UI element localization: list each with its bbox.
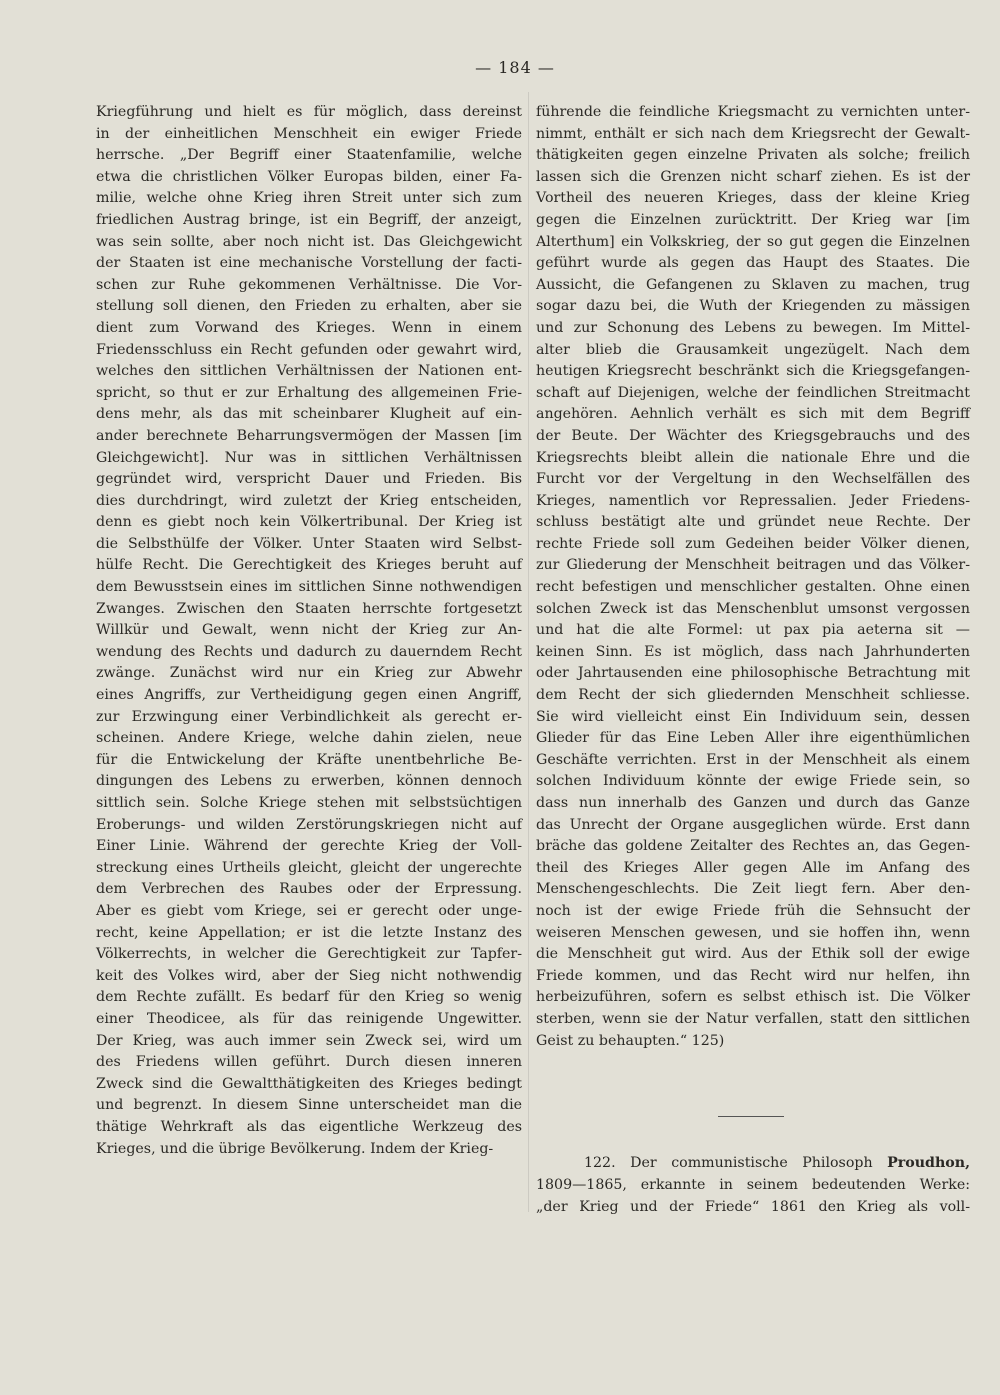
right-column-line: schluss bestätigt alte und gründet neue Rechte. Der: [536, 514, 970, 531]
right-column-line: rechte Friede soll zum Gedeihen beider Völker dienen,: [536, 535, 970, 552]
left-column-line: spricht, so thut er zur Erhaltung des allgemeinen Frie-: [96, 384, 522, 401]
left-column-line: dingungen des Lebens zu erwerben, können dennoch: [96, 773, 522, 790]
left-column-line: dient zum Vorwand des Krieges. Wenn in einem: [96, 319, 522, 336]
right-column-line: dem Recht der sich gliedernden Menschheit schliesse.: [536, 687, 970, 704]
left-column-line: herrsche. „Der Begriff einer Staatenfamilie, welche: [96, 147, 522, 164]
right-column-line: Geist zu behaupten.“ 125): [536, 1032, 725, 1049]
left-column-line: milie, welche ohne Krieg ihren Streit unter sich zum: [96, 190, 522, 207]
right-column-line: noch ist der ewige Friede früh die Sehnsucht der: [536, 902, 970, 919]
right-column-line: Alterthum] ein Volkskrieg, der so gut gegen die Einzelnen: [536, 233, 970, 250]
right-column-line: thätigkeiten gegen einzelne Privaten als solche; freilich: [536, 147, 970, 164]
right-column-line: bräche das goldene Zeitalter des Rechtes an, das Gegen-: [536, 838, 970, 855]
left-column-line: in der einheitlichen Menschheit ein ewiger Friede: [96, 125, 522, 142]
right-column-line: die Menschheit gut wird. Aus der Ethik soll der ewige: [536, 946, 970, 963]
left-column-line: hülfe Recht. Die Gerechtigkeit des Krieges beruht auf: [96, 557, 522, 574]
left-column-line: Völkerrechts, in welcher die Gerechtigkeit zur Tapfer-: [96, 946, 522, 963]
right-column-line: solchen Individuum könnte der ewige Friede sein, so: [536, 773, 970, 790]
section-separator: [718, 1116, 784, 1117]
left-column-line: wendung des Rechts und dadurch zu dauerndem Recht: [96, 643, 522, 660]
right-column-line: der Beute. Der Wächter des Kriegsgebrauchs und des: [536, 427, 970, 444]
left-column-line: scheinen. Andere Kriege, welche dahin zielen, neue: [96, 730, 522, 747]
left-column-line: Krieges, und die übrige Bevölkerung. Indem der Krieg-: [96, 1140, 494, 1157]
left-column-line: dem Bewusstsein eines im sittlichen Sinne nothwendigen: [96, 579, 522, 596]
left-column-line: zur Erzwingung einer Verbindlichkeit als gerecht er-: [96, 708, 522, 725]
left-column-line: dem Rechte zufällt. Es bedarf für den Krieg so wenig: [96, 989, 522, 1006]
left-column-line: thätige Wehrkraft als das eigentliche Werkzeug des: [96, 1118, 522, 1135]
left-column-line: Zweck sind die Gewaltthätigkeiten des Krieges bedingt: [96, 1075, 522, 1092]
right-column-line: Geschäfte verrichten. Erst in der Menschheit als einem: [536, 751, 970, 768]
left-column-line: keit des Volkes wird, aber der Sieg nicht nothwendig: [96, 967, 522, 984]
right-column-line: angehören. Aehnlich verhält es sich mit dem Begriff: [536, 406, 970, 423]
right-column-line: das Unrecht der Organe ausgeglichen würde. Erst dann: [536, 816, 970, 833]
right-column-line: keinen Sinn. Es ist möglich, dass nach Jahrhunderten: [536, 643, 970, 660]
section-name: Proudhon,: [887, 1155, 971, 1171]
left-column-line: Eroberungs- und wilden Zerstörungskriegen nicht auf: [96, 816, 522, 833]
left-column-line: denn es giebt noch kein Völkertribunal. Der Krieg ist: [96, 514, 522, 531]
right-column: [536, 102, 970, 1052]
left-column-line: dies durchdringt, wird zuletzt der Krieg entscheiden,: [96, 492, 522, 509]
right-column-line: Vortheil des neueren Krieges, dass der kleine Krieg: [536, 190, 970, 207]
right-column-line: Friede kommen, und das Recht wird nur helfen, ihn: [536, 967, 970, 984]
right-column-line: oder Jahrtausenden eine philosophische Betrachtung mit: [536, 665, 970, 682]
left-column-line: und begrenzt. In diesem Sinne unterscheidet man die: [96, 1097, 522, 1114]
right-column-line: sterben, wenn sie der Natur verfallen, statt den sittlichen: [536, 1010, 970, 1027]
right-column-line: zur Gliederung der Menschheit beitragen und das Völker-: [536, 557, 970, 574]
right-column-line: Aussicht, die Gefangenen zu Sklaven zu machen, trug: [536, 276, 970, 293]
right-column-line: solchen Zweck ist das Menschenblut umsonst vergossen: [536, 600, 970, 617]
right-column-line: theil des Krieges Aller gegen Alle im Anfang des: [536, 859, 970, 876]
right-column-line: dass nun innerhalb des Ganzen und durch das Ganze: [536, 795, 970, 811]
right-column-line: Furcht vor der Vergeltung in den Wechselfällen des: [536, 471, 970, 488]
right-column-line: und hat die alte Formel: ut pax pia aeterna sit —: [536, 622, 970, 639]
left-column-line: sittlich sein. Solche Kriege stehen mit selbstsüchtigen: [96, 795, 522, 811]
right-column-line: Krieges, namentlich vor Repressalien. Jeder Friedens-: [536, 492, 970, 509]
left-column-line: der Staaten ist eine mechanische Vorstellung der facti-: [96, 255, 522, 272]
right-column-line: lassen sich die Grenzen nicht scharf ziehen. Es ist der: [536, 168, 970, 185]
left-column-line: dem Verbrechen des Raubes oder der Erpressung.: [96, 881, 522, 898]
left-column-line: was sein sollte, aber noch nicht ist. Das Gleichgewicht: [96, 233, 522, 250]
left-column-line: recht, keine Appellation; er ist die letzte Instanz des: [96, 924, 522, 941]
left-column-line: zwänge. Zunächst wird nur ein Krieg zur Abwehr: [96, 665, 522, 682]
left-column: [96, 102, 522, 1160]
right-column-line: Sie wird vielleicht einst Ein Individuum sein, dessen: [536, 708, 970, 725]
section-intro: Der communistische Philosoph: [630, 1155, 873, 1171]
right-column-line: Glieder für das Eine Leben Aller ihre eigenthümlichen: [536, 730, 970, 747]
right-column-line: Menschengeschlechts. Die Zeit liegt fern. Aber den-: [536, 881, 970, 898]
left-column-line: stellung soll dienen, den Frieden zu erhalten, aber sie: [96, 298, 522, 315]
right-column-line: sogar dazu bei, die Wuth der Kriegenden zu mässigen: [536, 298, 970, 315]
right-column-line: nimmt, enthält er sich nach dem Kriegsrecht der Gewalt-: [536, 125, 970, 142]
right-column-line: weiseren Menschen gewesen, und sie hoffen ihn, wenn: [536, 924, 970, 941]
column-divider: [528, 92, 529, 1212]
left-column-line: Der Krieg, was auch immer sein Zweck sei, wird um: [96, 1032, 522, 1049]
right-column-line: heutigen Kriegsrecht beschränkt sich die Kriegsgefangen-: [536, 363, 970, 380]
left-column-line: Kriegführung und hielt es für möglich, dass dereinst: [96, 104, 522, 120]
left-column-line: welches den sittlichen Verhältnissen der Nationen ent-: [96, 363, 522, 380]
right-column-line: und zur Schonung des Lebens zu bewegen. Im Mittel-: [536, 319, 970, 336]
right-column-line: alter blieb die Grausamkeit ungezügelt. Nach dem: [536, 341, 970, 358]
left-column-line: schen zur Ruhe gekommenen Verhältnisse. Die Vor-: [96, 276, 522, 293]
right-column-line: geführt wurde als gegen das Haupt des Staates. Die: [536, 255, 970, 272]
left-column-line: Einer Linie. Während der gerechte Krieg der Voll-: [96, 838, 522, 855]
section-line-1: [536, 1152, 970, 1174]
left-column-line: die Selbsthülfe der Völker. Unter Staaten wird Selbst-: [96, 535, 522, 552]
right-column-line: führende die feindliche Kriegsmacht zu vernichten unter-: [536, 104, 970, 120]
left-column-line: ander berechnete Beharrungsvermögen der Massen [im: [96, 427, 522, 444]
right-column-line: Kriegsrechts bleibt allein die nationale Ehre und die: [536, 449, 970, 466]
section-line-3: „der Krieg und der Friede“ 1861 den Krieg als voll-: [536, 1199, 970, 1215]
left-column-line: streckung eines Urtheils gleicht, gleicht der ungerechte: [96, 859, 522, 876]
left-column-line: Willkür und Gewalt, wenn nicht der Krieg zur An-: [96, 622, 522, 639]
left-column-line: Gleichgewicht]. Nur was in sittlichen Verhältnissen: [96, 449, 522, 466]
left-column-line: für die Entwickelung der Kräfte unentbehrliche Be-: [96, 751, 522, 768]
left-column-line: etwa die christlichen Völker Europas bilden, einer Fa-: [96, 168, 522, 185]
left-column-line: Zwanges. Zwischen den Staaten herrschte fortgesetzt: [96, 600, 522, 617]
left-column-line: einer Theodicee, als für das reinigende Ungewitter.: [96, 1010, 522, 1027]
section-122: [536, 1152, 970, 1218]
left-column-line: des Friedens willen geführt. Durch diesen inneren: [96, 1054, 522, 1071]
right-column-line: schaft auf Diejenigen, welche der feindlichen Streitmacht: [536, 384, 970, 401]
left-column-line: Friedensschluss ein Recht gefunden oder gewahrt wird,: [96, 341, 522, 358]
section-number: 122.: [584, 1155, 616, 1171]
left-column-line: friedlichen Austrag bringe, ist ein Begriff, der anzeigt,: [96, 211, 522, 228]
section-line-2: 1809—1865, erkannte in seinem bedeutenden Werke:: [536, 1177, 970, 1193]
left-column-line: eines Angriffs, zur Vertheidigung gegen einen Angriff,: [96, 687, 522, 704]
left-column-line: gegründet wird, verspricht Dauer und Frieden. Bis: [96, 471, 522, 488]
right-column-line: recht befestigen und menschlicher gestalten. Ohne einen: [536, 579, 970, 596]
right-column-line: herbeizuführen, sofern es selbst ethisch ist. Die Völker: [536, 989, 970, 1006]
right-column-line: gegen die Einzelnen zurücktritt. Der Krieg war [im: [536, 211, 970, 228]
page-number: — 184 —: [475, 58, 555, 77]
left-column-line: dens mehr, als das mit scheinbarer Klugheit auf ein-: [96, 406, 522, 423]
left-column-line: Aber es giebt vom Kriege, sei er gerecht oder unge-: [96, 902, 522, 919]
